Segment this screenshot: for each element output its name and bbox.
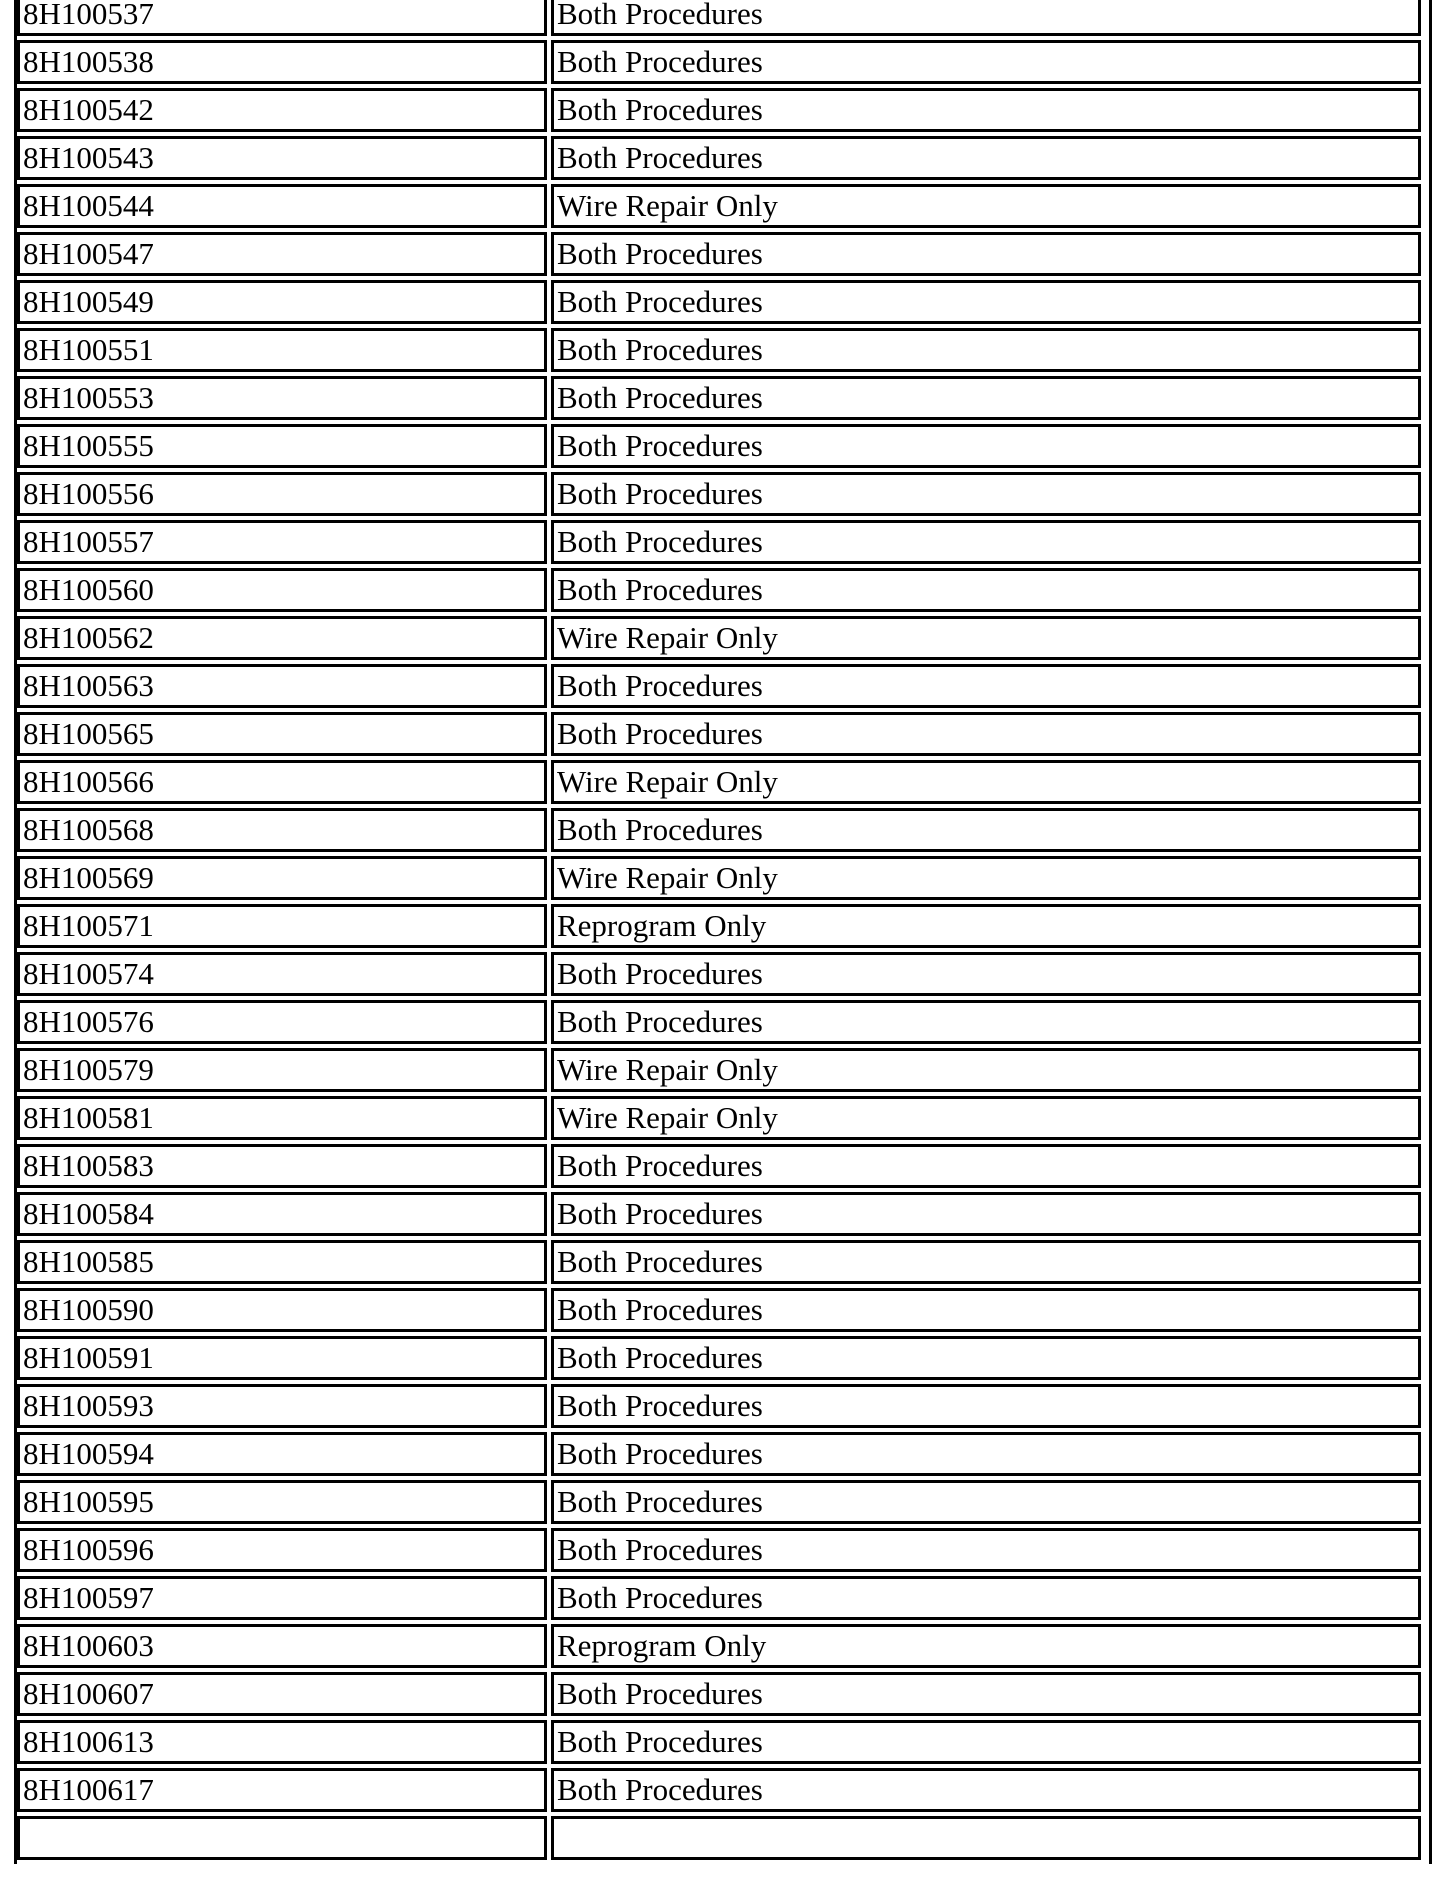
procedure-cell: Both Procedures — [551, 88, 1421, 132]
procedure-cell: Both Procedures — [551, 952, 1421, 996]
table-row — [17, 1096, 1421, 1140]
procedure-cell: Both Procedures — [551, 1576, 1421, 1620]
procedure-cell: Both Procedures — [551, 136, 1421, 180]
table-row — [17, 1240, 1421, 1284]
procedure-cell: Both Procedures — [551, 1144, 1421, 1188]
procedure-cell: Wire Repair Only — [551, 616, 1421, 660]
vin-cell: 8H100557 — [17, 520, 547, 564]
procedure-cell: Both Procedures — [551, 1240, 1421, 1284]
table-row — [17, 664, 1421, 708]
table-row — [17, 1528, 1421, 1572]
vin-cell: 8H100581 — [17, 1096, 547, 1140]
table-row — [17, 40, 1421, 84]
procedure-cell: Both Procedures — [551, 1288, 1421, 1332]
vin-cell: 8H100543 — [17, 136, 547, 180]
vin-cell: 8H100585 — [17, 1240, 547, 1284]
procedure-cell: Both Procedures — [551, 1384, 1421, 1428]
vin-procedure-table — [13, 0, 1425, 1864]
vin-cell: 8H100563 — [17, 664, 547, 708]
procedure-cell: Both Procedures — [551, 1528, 1421, 1572]
vin-cell: 8H100565 — [17, 712, 547, 756]
procedure-cell: Both Procedures — [551, 1672, 1421, 1716]
table-row — [17, 568, 1421, 612]
vin-cell: 8H100590 — [17, 1288, 547, 1332]
vin-cell: 8H100594 — [17, 1432, 547, 1476]
vin-cell: 8H100551 — [17, 328, 547, 372]
vin-cell: 8H100537 — [17, 0, 547, 36]
table-row — [17, 952, 1421, 996]
procedure-cell: Both Procedures — [551, 280, 1421, 324]
table-row — [17, 1480, 1421, 1524]
procedure-cell: Wire Repair Only — [551, 856, 1421, 900]
table-row — [17, 1816, 1421, 1860]
vin-cell: 8H100566 — [17, 760, 547, 804]
table-row — [17, 472, 1421, 516]
table-row — [17, 184, 1421, 228]
procedure-cell: Both Procedures — [551, 424, 1421, 468]
vin-cell: 8H100579 — [17, 1048, 547, 1092]
table-row — [17, 520, 1421, 564]
procedure-cell: Both Procedures — [551, 712, 1421, 756]
procedure-cell: Wire Repair Only — [551, 760, 1421, 804]
table-row — [17, 1336, 1421, 1380]
procedure-cell — [551, 1816, 1421, 1860]
procedure-cell: Both Procedures — [551, 1480, 1421, 1524]
procedure-cell: Reprogram Only — [551, 904, 1421, 948]
procedure-cell: Wire Repair Only — [551, 1048, 1421, 1092]
table-row — [17, 1576, 1421, 1620]
table-row — [17, 280, 1421, 324]
vin-cell: 8H100584 — [17, 1192, 547, 1236]
procedure-cell: Reprogram Only — [551, 1624, 1421, 1668]
procedure-cell: Both Procedures — [551, 1768, 1421, 1812]
vin-cell: 8H100595 — [17, 1480, 547, 1524]
procedure-cell: Both Procedures — [551, 568, 1421, 612]
vin-cell — [17, 1816, 547, 1860]
procedure-cell: Both Procedures — [551, 1720, 1421, 1764]
vin-cell: 8H100549 — [17, 280, 547, 324]
vin-cell: 8H100556 — [17, 472, 547, 516]
vin-cell: 8H100583 — [17, 1144, 547, 1188]
table-row — [17, 0, 1421, 36]
table-frame — [14, 0, 1432, 1864]
table-row — [17, 88, 1421, 132]
table-row — [17, 1720, 1421, 1764]
vin-cell: 8H100596 — [17, 1528, 547, 1572]
table-row — [17, 1192, 1421, 1236]
vin-cell: 8H100562 — [17, 616, 547, 660]
procedure-cell: Both Procedures — [551, 232, 1421, 276]
procedure-cell: Wire Repair Only — [551, 1096, 1421, 1140]
vin-cell: 8H100569 — [17, 856, 547, 900]
procedure-cell: Both Procedures — [551, 664, 1421, 708]
procedure-cell: Both Procedures — [551, 520, 1421, 564]
procedure-cell: Both Procedures — [551, 328, 1421, 372]
table-row — [17, 808, 1421, 852]
procedure-cell: Both Procedures — [551, 472, 1421, 516]
vin-cell: 8H100560 — [17, 568, 547, 612]
table-row — [17, 1000, 1421, 1044]
table-row — [17, 424, 1421, 468]
table-row — [17, 328, 1421, 372]
table-row — [17, 1144, 1421, 1188]
table-row — [17, 1672, 1421, 1716]
procedure-cell: Both Procedures — [551, 1000, 1421, 1044]
table-row — [17, 712, 1421, 756]
table-row — [17, 1384, 1421, 1428]
vin-cell: 8H100603 — [17, 1624, 547, 1668]
table-row — [17, 616, 1421, 660]
table-row — [17, 232, 1421, 276]
procedure-cell: Wire Repair Only — [551, 184, 1421, 228]
vin-cell: 8H100617 — [17, 1768, 547, 1812]
vin-cell: 8H100607 — [17, 1672, 547, 1716]
vin-cell: 8H100553 — [17, 376, 547, 420]
table-row — [17, 760, 1421, 804]
vin-cell: 8H100597 — [17, 1576, 547, 1620]
procedure-cell: Both Procedures — [551, 808, 1421, 852]
vin-cell: 8H100542 — [17, 88, 547, 132]
table-row — [17, 856, 1421, 900]
procedure-cell: Both Procedures — [551, 40, 1421, 84]
table-row — [17, 1432, 1421, 1476]
vin-cell: 8H100574 — [17, 952, 547, 996]
table-row — [17, 1768, 1421, 1812]
table-row — [17, 1624, 1421, 1668]
procedure-cell: Both Procedures — [551, 1192, 1421, 1236]
procedure-cell: Both Procedures — [551, 376, 1421, 420]
vin-cell: 8H100555 — [17, 424, 547, 468]
vin-cell: 8H100538 — [17, 40, 547, 84]
vin-cell: 8H100547 — [17, 232, 547, 276]
vin-cell: 8H100568 — [17, 808, 547, 852]
table-row — [17, 1288, 1421, 1332]
procedure-cell: Both Procedures — [551, 1432, 1421, 1476]
vin-cell: 8H100593 — [17, 1384, 547, 1428]
table-row — [17, 904, 1421, 948]
vin-cell: 8H100544 — [17, 184, 547, 228]
table-row — [17, 1048, 1421, 1092]
vin-cell: 8H100571 — [17, 904, 547, 948]
vin-cell: 8H100613 — [17, 1720, 547, 1764]
procedure-cell: Both Procedures — [551, 0, 1421, 36]
table-row — [17, 136, 1421, 180]
vin-cell: 8H100591 — [17, 1336, 547, 1380]
procedure-cell: Both Procedures — [551, 1336, 1421, 1380]
vin-cell: 8H100576 — [17, 1000, 547, 1044]
table-body — [17, 0, 1421, 1860]
table-row — [17, 376, 1421, 420]
